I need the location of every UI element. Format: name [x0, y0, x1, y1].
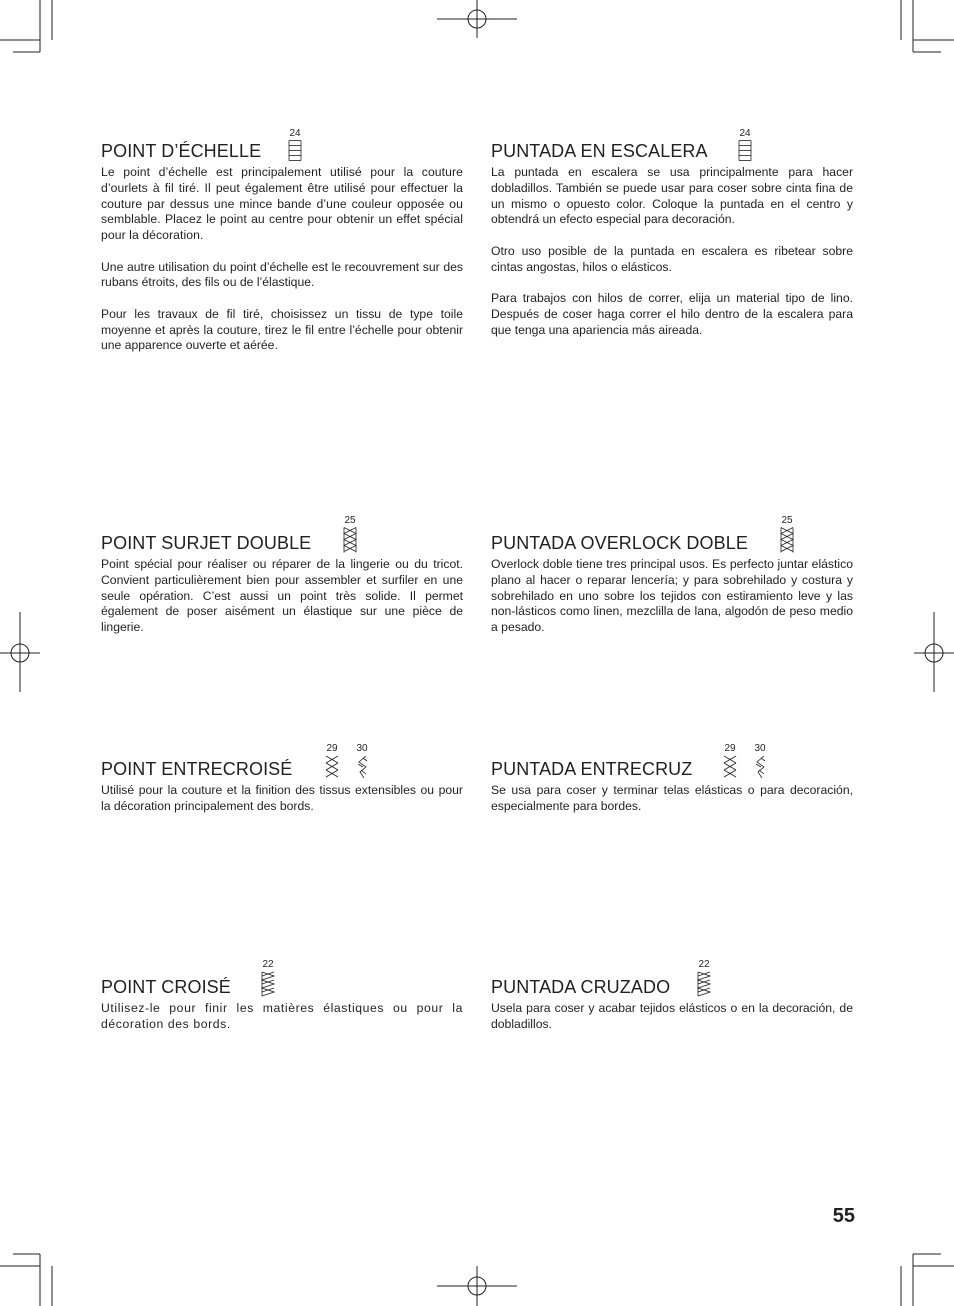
section-title: PUNTADA CRUZADO	[491, 977, 671, 997]
stitch-number: 30	[754, 743, 766, 754]
section-title: POINT CROISÉ	[101, 977, 231, 997]
paragraph: Point spécial pour réaliser ou réparer de la lingerie ou du tricot. Convient particulièrement bien pour assembler et surfiler en une seule opération. C’est aussi un point très solide. Il permet également de poser aisément un élastique sur une pièce de lingerie.	[101, 557, 463, 635]
cross-stitch-variant-icon	[355, 755, 369, 779]
section-point-surjet-double	[101, 515, 463, 652]
stitch-number: 30	[356, 743, 368, 754]
stitch-number: 29	[326, 743, 338, 754]
section-title: POINT SURJET DOUBLE	[101, 533, 312, 553]
paragraph: Se usa para coser y terminar telas elásticas o para decoración, especialmente para bordes.	[491, 783, 853, 813]
page-number: 55	[832, 1205, 855, 1227]
paragraph: Otro uso posible de la puntada en escalera es ribetear sobre cintas angostas, hilos o elásticos.	[491, 243, 853, 274]
section-title: POINT D’ÉCHELLE	[101, 141, 262, 161]
paragraph: Usela para coser y acabar tejidos elásticos o en la decoración, de dobladillos.	[491, 1001, 853, 1031]
double-overlock-stitch-icon	[780, 527, 794, 553]
stitch-number: 22	[262, 959, 274, 970]
stitch-number: 24	[739, 128, 751, 139]
paragraph: Utilisez-le pour finir les matières élastiques ou pour la décoration des bords.	[101, 1001, 463, 1031]
section-puntada-overlock-doble	[491, 515, 853, 652]
stitch-number: 24	[289, 128, 301, 139]
ladder-stitch-icon	[288, 140, 302, 161]
ladder-stitch-icon	[738, 140, 752, 161]
section-title: POINT ENTRECROISÉ	[101, 759, 293, 779]
section-point-croise	[101, 959, 463, 1048]
stitch-number: 25	[344, 515, 356, 526]
section-puntada-entrecruz	[491, 743, 853, 830]
stitch-number: 25	[781, 515, 793, 526]
section-title: PUNTADA ENTRECRUZ	[491, 759, 693, 779]
double-overlock-stitch-icon	[343, 527, 357, 553]
paragraph: Une autre utilisation du point d’échelle est le recouvrement sur des rubans étroits, des fils ou de l’élastique.	[101, 259, 463, 290]
paragraph: Pour les travaux de fil tiré, choisissez un tissu de type toile moyenne et après la couture, tirez le fil entre l’échelle pour obtenir une apparence ouverte et aérée.	[101, 306, 463, 353]
paragraph: Le point d’échelle est principalement utilisé pour la couture d’ourlets à fil tiré. Il peut également être utilisé pour effectuer la couture par dessus une mince bande d’une couleur opposée ou semblable. Placez le point au centre pour obtenir un effet spécial pour la décoration.	[101, 165, 463, 243]
crossed-stitch-icon	[697, 971, 711, 997]
section-point-entrecroise	[101, 743, 463, 830]
paragraph: La puntada en escalera se usa principalmente para hacer dobladillos. También se puede usar para coser sobre cinta fina de un mismo o opuesto color. Coloque la puntada en el centro y obtendrá un efecto especial para decoración.	[491, 165, 853, 227]
crossed-stitch-icon	[261, 971, 275, 997]
section-title: PUNTADA OVERLOCK DOBLE	[491, 533, 748, 553]
cross-stitch-icon	[325, 755, 339, 779]
paragraph: Overlock doble tiene tres principal usos. Es perfecto juntar elástico plano al hacer o reparar lencería; y para sobrehilado y costura y sobrehilado en uno sobre los tejidos con estiramiento leve y las non-lásticos como linen, mezclilla de lana, algodón de peso medio a pesado.	[491, 557, 853, 635]
cross-stitch-variant-icon	[753, 755, 767, 779]
paragraph: Para trabajos con hilos de correr, elija un material tipo de lino. Después de coser haga correr el hilo dentro de la escalera para que tenga una apariencia más aireada.	[491, 290, 853, 337]
section-puntada-en-escalera	[491, 128, 853, 354]
section-point-echelle	[101, 128, 463, 370]
stitch-number: 22	[698, 959, 710, 970]
paragraph: Utilisé pour la couture et la finition des tissus extensibles ou pour la décoration principalement des bords.	[101, 783, 463, 813]
stitch-number: 29	[724, 743, 736, 754]
section-puntada-cruzado	[491, 959, 853, 1048]
section-title: PUNTADA EN ESCALERA	[491, 141, 708, 161]
cross-stitch-icon	[723, 755, 737, 779]
